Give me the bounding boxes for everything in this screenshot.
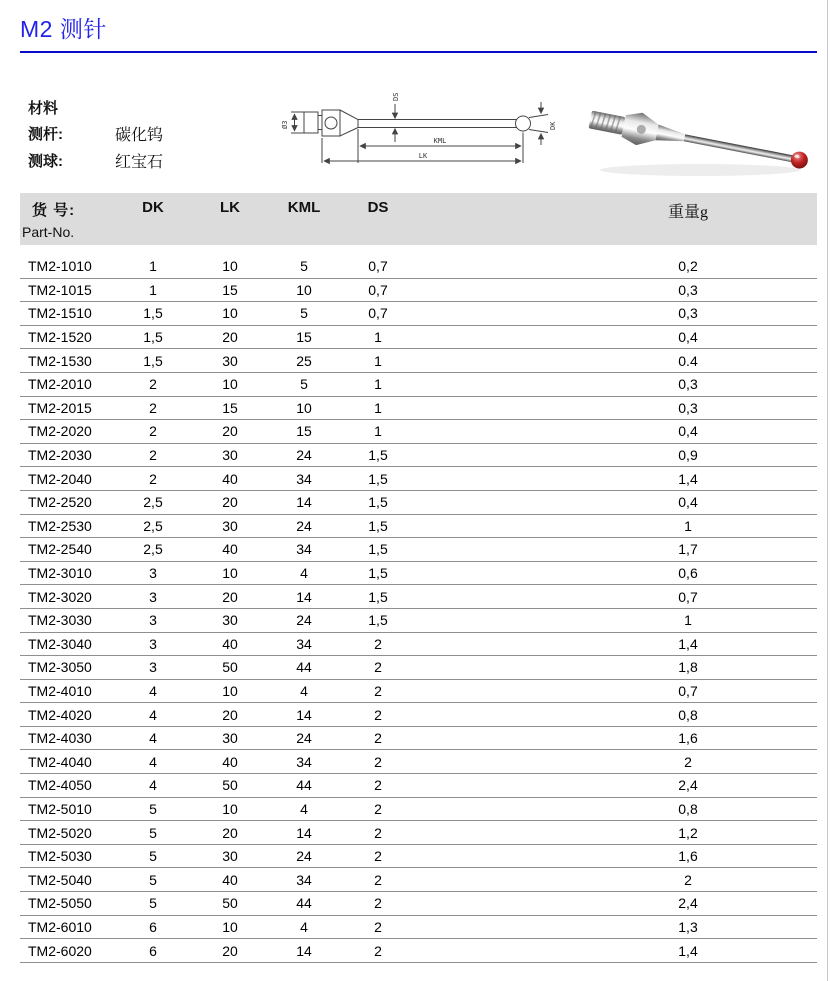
part-no-cell: TM2-5010: [28, 800, 92, 817]
value-cell: 20: [222, 329, 238, 346]
table-row: [20, 750, 817, 774]
dim-label-dk: DK: [549, 121, 557, 130]
value-cell: 3: [149, 565, 157, 582]
value-cell: 5: [149, 848, 157, 865]
value-cell: 20: [222, 824, 238, 841]
value-cell: 2: [374, 706, 382, 723]
value-cell: 3: [149, 659, 157, 676]
value-cell: 2,5: [143, 541, 163, 558]
part-no-cell: TM2-3040: [28, 635, 92, 652]
value-cell: 0,7: [368, 258, 388, 275]
value-cell: 1,8: [678, 659, 698, 676]
table-row: [20, 444, 817, 468]
value-cell: 0.4: [678, 352, 698, 369]
value-cell: 1: [374, 399, 382, 416]
ruby-ball: [789, 150, 809, 170]
table-row: [20, 515, 817, 539]
value-cell: 40: [222, 470, 238, 487]
table-row: [20, 727, 817, 751]
value-cell: 20: [222, 706, 238, 723]
value-cell: 1,5: [143, 329, 163, 346]
value-cell: 4: [149, 730, 157, 747]
value-cell: 2: [374, 635, 382, 652]
value-cell: 0,3: [678, 305, 698, 322]
page-title: M2 测针: [20, 11, 817, 53]
table-row: [20, 302, 817, 326]
value-cell: 24: [296, 447, 312, 464]
value-cell: 34: [296, 635, 312, 652]
table-row: [20, 255, 817, 279]
value-cell: 2,5: [143, 517, 163, 534]
header-kml: KML: [287, 199, 321, 216]
technical-drawing: [278, 84, 563, 180]
value-cell: 6: [149, 942, 157, 959]
value-cell: 14: [296, 942, 312, 959]
value-cell: 0,4: [678, 329, 698, 346]
part-no-cell: TM2-1520: [28, 329, 92, 346]
value-cell: 1,6: [678, 730, 698, 747]
value-cell: 1: [374, 423, 382, 440]
value-cell: 10: [222, 258, 238, 275]
dim-label-d3: Ø3: [281, 120, 289, 129]
value-cell: 4: [149, 777, 157, 794]
value-cell: 4: [300, 565, 308, 582]
value-cell: 1: [149, 258, 157, 275]
material-row-ball: [28, 151, 163, 175]
value-cell: 2: [374, 824, 382, 841]
value-cell: 14: [296, 494, 312, 511]
table-row: [20, 939, 817, 963]
value-cell: 1,5: [368, 565, 388, 582]
value-cell: 10: [296, 281, 312, 298]
material-label: 测杆:: [28, 125, 63, 143]
table-row: [20, 633, 817, 657]
part-no-cell: TM2-2020: [28, 423, 92, 440]
material-value: 红宝石: [115, 153, 164, 171]
value-cell: 1,5: [368, 494, 388, 511]
value-cell: 5: [149, 800, 157, 817]
value-cell: 2: [684, 753, 692, 770]
value-cell: 15: [296, 423, 312, 440]
value-cell: 0,7: [678, 588, 698, 605]
table-row: [20, 373, 817, 397]
value-cell: 4: [300, 800, 308, 817]
part-no-cell: TM2-2040: [28, 470, 92, 487]
value-cell: 24: [296, 848, 312, 865]
table-row: [20, 703, 817, 727]
value-cell: 2,5: [143, 494, 163, 511]
part-no-cell: TM2-1530: [28, 352, 92, 369]
header-ds: DS: [367, 199, 389, 216]
value-cell: 4: [149, 706, 157, 723]
value-cell: 3: [149, 588, 157, 605]
table-row: [20, 916, 817, 940]
value-cell: 0,3: [678, 376, 698, 393]
value-cell: 30: [222, 612, 238, 629]
value-cell: 3: [149, 635, 157, 652]
parts-table: [20, 193, 817, 963]
value-cell: 40: [222, 635, 238, 652]
page-edge-divider: [827, 0, 828, 981]
table-row: [20, 680, 817, 704]
part-no-cell: TM2-5050: [28, 895, 92, 912]
value-cell: 10: [222, 682, 238, 699]
value-cell: 2: [149, 447, 157, 464]
value-cell: 15: [222, 399, 238, 416]
value-cell: 5: [149, 824, 157, 841]
part-no-cell: TM2-3020: [28, 588, 92, 605]
value-cell: 2: [374, 777, 382, 794]
table-row: [20, 656, 817, 680]
part-no-cell: TM2-4020: [28, 706, 92, 723]
value-cell: 10: [222, 918, 238, 935]
table-row: [20, 349, 817, 373]
value-cell: 10: [296, 399, 312, 416]
value-cell: 44: [296, 895, 312, 912]
part-no-cell: TM2-1010: [28, 258, 92, 275]
value-cell: 4: [300, 918, 308, 935]
value-cell: 1,2: [678, 824, 698, 841]
part-no-cell: TM2-5030: [28, 848, 92, 865]
value-cell: 5: [300, 258, 308, 275]
table-row: [20, 420, 817, 444]
value-cell: 50: [222, 777, 238, 794]
header-dk: DK: [142, 199, 164, 216]
table-row: [20, 491, 817, 515]
header-weight: 重量g: [667, 204, 708, 221]
value-cell: 34: [296, 871, 312, 888]
value-cell: 5: [149, 871, 157, 888]
value-cell: 0,8: [678, 706, 698, 723]
part-no-cell: TM2-6010: [28, 918, 92, 935]
table-row: [20, 868, 817, 892]
value-cell: 1,5: [368, 470, 388, 487]
value-cell: 1,3: [678, 918, 698, 935]
value-cell: 24: [296, 517, 312, 534]
materials-block: [28, 98, 163, 178]
product-photo: [572, 86, 824, 184]
value-cell: 40: [222, 541, 238, 558]
value-cell: 10: [222, 565, 238, 582]
value-cell: 4: [149, 682, 157, 699]
value-cell: 15: [296, 329, 312, 346]
part-no-cell: TM2-4040: [28, 753, 92, 770]
value-cell: 10: [222, 800, 238, 817]
materials-heading: 材料: [28, 100, 59, 117]
value-cell: 1: [374, 352, 382, 369]
value-cell: 1,4: [678, 470, 698, 487]
value-cell: 5: [149, 895, 157, 912]
part-no-cell: TM2-2030: [28, 447, 92, 464]
value-cell: 0,2: [678, 258, 698, 275]
value-cell: 20: [222, 942, 238, 959]
part-no-cell: TM2-1510: [28, 305, 92, 322]
value-cell: 20: [222, 423, 238, 440]
photo-shadow: [600, 164, 800, 176]
value-cell: 25: [296, 352, 312, 369]
value-cell: 1,5: [368, 447, 388, 464]
value-cell: 1,5: [368, 612, 388, 629]
value-cell: 34: [296, 541, 312, 558]
table-row: [20, 774, 817, 798]
value-cell: 2: [374, 800, 382, 817]
value-cell: 30: [222, 517, 238, 534]
part-no-cell: TM2-2530: [28, 517, 92, 534]
value-cell: 1,5: [143, 305, 163, 322]
value-cell: 30: [222, 352, 238, 369]
table-row: [20, 397, 817, 421]
part-no-cell: TM2-3010: [28, 565, 92, 582]
part-no-cell: TM2-2015: [28, 399, 92, 416]
table-row: [20, 467, 817, 491]
value-cell: 2: [149, 470, 157, 487]
header-part-no-en: Part-No.: [22, 224, 75, 240]
value-cell: 10: [222, 376, 238, 393]
value-cell: 0,7: [678, 682, 698, 699]
value-cell: 1,5: [368, 541, 388, 558]
value-cell: 1,5: [368, 588, 388, 605]
table-header-row: [20, 193, 817, 245]
header-lk: LK: [220, 199, 240, 216]
part-no-cell: TM2-3050: [28, 659, 92, 676]
part-no-cell: TM2-5040: [28, 871, 92, 888]
part-no-cell: TM2-4050: [28, 777, 92, 794]
value-cell: 44: [296, 659, 312, 676]
part-no-cell: TM2-2520: [28, 494, 92, 511]
value-cell: 1: [374, 376, 382, 393]
value-cell: 0,3: [678, 399, 698, 416]
material-row-stem: [28, 124, 163, 148]
part-no-cell: TM2-6020: [28, 942, 92, 959]
value-cell: 1,4: [678, 942, 698, 959]
value-cell: 1: [684, 517, 692, 534]
value-cell: 1: [149, 281, 157, 298]
dim-label-kml: KML: [433, 137, 447, 145]
value-cell: 24: [296, 612, 312, 629]
value-cell: 14: [296, 824, 312, 841]
value-cell: 1,7: [678, 541, 698, 558]
value-cell: 2,4: [678, 895, 698, 912]
value-cell: 0,4: [678, 423, 698, 440]
dim-label-lk: LK: [418, 152, 428, 160]
value-cell: 1,6: [678, 848, 698, 865]
value-cell: 0,4: [678, 494, 698, 511]
value-cell: 20: [222, 494, 238, 511]
value-cell: 10: [222, 305, 238, 322]
part-no-cell: TM2-1015: [28, 281, 92, 298]
table-row: [20, 845, 817, 869]
value-cell: 2: [149, 399, 157, 416]
dim-label-ds: DS: [392, 92, 400, 101]
value-cell: 0,6: [678, 565, 698, 582]
value-cell: 50: [222, 659, 238, 676]
table-row: [20, 821, 817, 845]
material-value: 碳化钨: [115, 126, 164, 144]
value-cell: 40: [222, 871, 238, 888]
value-cell: 2: [374, 753, 382, 770]
value-cell: 2: [374, 682, 382, 699]
table-row: [20, 538, 817, 562]
part-no-cell: TM2-4010: [28, 682, 92, 699]
value-cell: 1,4: [678, 635, 698, 652]
value-cell: 2: [374, 895, 382, 912]
value-cell: 14: [296, 706, 312, 723]
value-cell: 30: [222, 730, 238, 747]
value-cell: 34: [296, 753, 312, 770]
table-row: [20, 326, 817, 350]
value-cell: 40: [222, 753, 238, 770]
value-cell: 0,7: [368, 305, 388, 322]
value-cell: 2: [374, 848, 382, 865]
value-cell: 14: [296, 588, 312, 605]
table-row: [20, 279, 817, 303]
value-cell: 2: [149, 376, 157, 393]
value-cell: 2: [149, 423, 157, 440]
value-cell: 0,9: [678, 447, 698, 464]
value-cell: 2: [374, 942, 382, 959]
value-cell: 34: [296, 470, 312, 487]
part-no-cell: TM2-2010: [28, 376, 92, 393]
value-cell: 0,3: [678, 281, 698, 298]
value-cell: 2: [374, 918, 382, 935]
table-row: [20, 585, 817, 609]
part-no-cell: TM2-3030: [28, 612, 92, 629]
value-cell: 15: [222, 281, 238, 298]
value-cell: 2,4: [678, 777, 698, 794]
value-cell: 5: [300, 376, 308, 393]
material-label: 测球:: [28, 152, 63, 170]
header-part-no-cn: 货 号:: [32, 202, 76, 219]
value-cell: 0,7: [368, 281, 388, 298]
value-cell: 20: [222, 588, 238, 605]
value-cell: 30: [222, 848, 238, 865]
value-cell: 4: [300, 682, 308, 699]
part-no-cell: TM2-5020: [28, 824, 92, 841]
value-cell: 5: [300, 305, 308, 322]
table-row: [20, 798, 817, 822]
table-row: [20, 892, 817, 916]
part-no-cell: TM2-2540: [28, 541, 92, 558]
value-cell: 50: [222, 895, 238, 912]
value-cell: 2: [684, 871, 692, 888]
value-cell: 1,5: [368, 517, 388, 534]
part-no-cell: TM2-4030: [28, 730, 92, 747]
value-cell: 1,5: [143, 352, 163, 369]
table-row: [20, 562, 817, 586]
value-cell: 6: [149, 918, 157, 935]
value-cell: 1: [684, 612, 692, 629]
value-cell: 24: [296, 730, 312, 747]
value-cell: 0,8: [678, 800, 698, 817]
table-body: [20, 255, 817, 963]
value-cell: 3: [149, 612, 157, 629]
header-part-no: [20, 199, 115, 245]
value-cell: 44: [296, 777, 312, 794]
value-cell: 1: [374, 329, 382, 346]
table-row: [20, 609, 817, 633]
value-cell: 4: [149, 753, 157, 770]
value-cell: 2: [374, 871, 382, 888]
value-cell: 30: [222, 447, 238, 464]
value-cell: 2: [374, 730, 382, 747]
value-cell: 2: [374, 659, 382, 676]
